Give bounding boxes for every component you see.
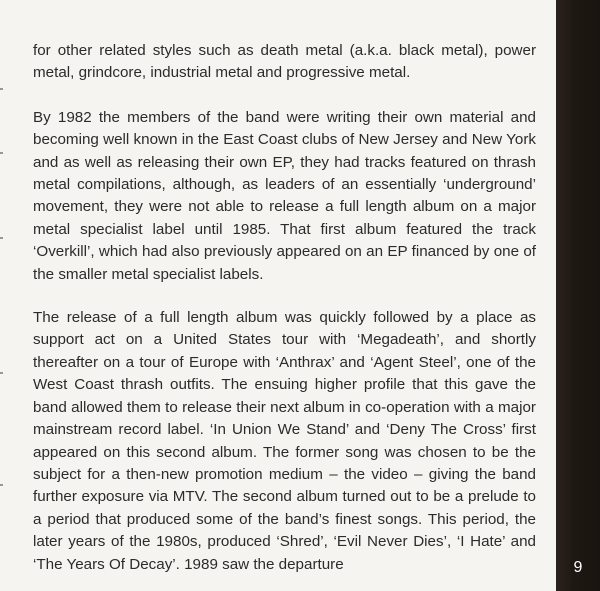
- edge-mark: [0, 237, 3, 239]
- dark-sidebar: [556, 0, 600, 591]
- text-column: [33, 40, 536, 576]
- page-number: 9: [573, 558, 583, 576]
- edge-mark: [0, 88, 3, 90]
- edge-mark: [0, 484, 3, 486]
- paragraph-1: for other related styles such as death metal (a.k.a. black metal), power metal, grindcore, industrial metal and progressive metal.: [33, 42, 536, 82]
- paragraph-3: The release of a full length album was quickly followed by a place as support act on a United States tour with ‘Megadeath’, and shortly thereafter on a tour of Europe with ‘Anthrax’ and ‘Agent Steel’, one of the West Coast thrash outfits. The ensuing higher profile that this gave the band allowed them to release their next album in co-operation with a major mainstream record label. ‘In Union We Stand’ and ‘Deny The Cross’ first appeared on this second album. The former song was chosen to be the subject for a then-new promotion medium – the video – giving the band further exposure via MTV. The second album turned out to be a prelude to a period that produced some of the band’s finest songs. This period, the later years of the 1980s, produced ‘Shred’, ‘Evil Never Dies’, ‘I Hate’ and ‘The Years Of Decay’. 1989 saw the departure: [33, 309, 536, 573]
- edge-mark: [0, 152, 3, 154]
- paragraph-2: By 1982 the members of the band were writing their own material and becoming well known in the East Coast clubs of New Jersey and New York and as well as releasing their own EP, they had tracks featured on thrash metal compilations, although, as leaders of an essentially ‘underground’ movement, they were not able to release a full length album on a major metal specialist label until 1985. That first album featured the track ‘Overkill’, which had also previously appeared on an EP financed by one of the smaller metal specialist labels.: [33, 108, 536, 283]
- edge-mark: [0, 372, 3, 374]
